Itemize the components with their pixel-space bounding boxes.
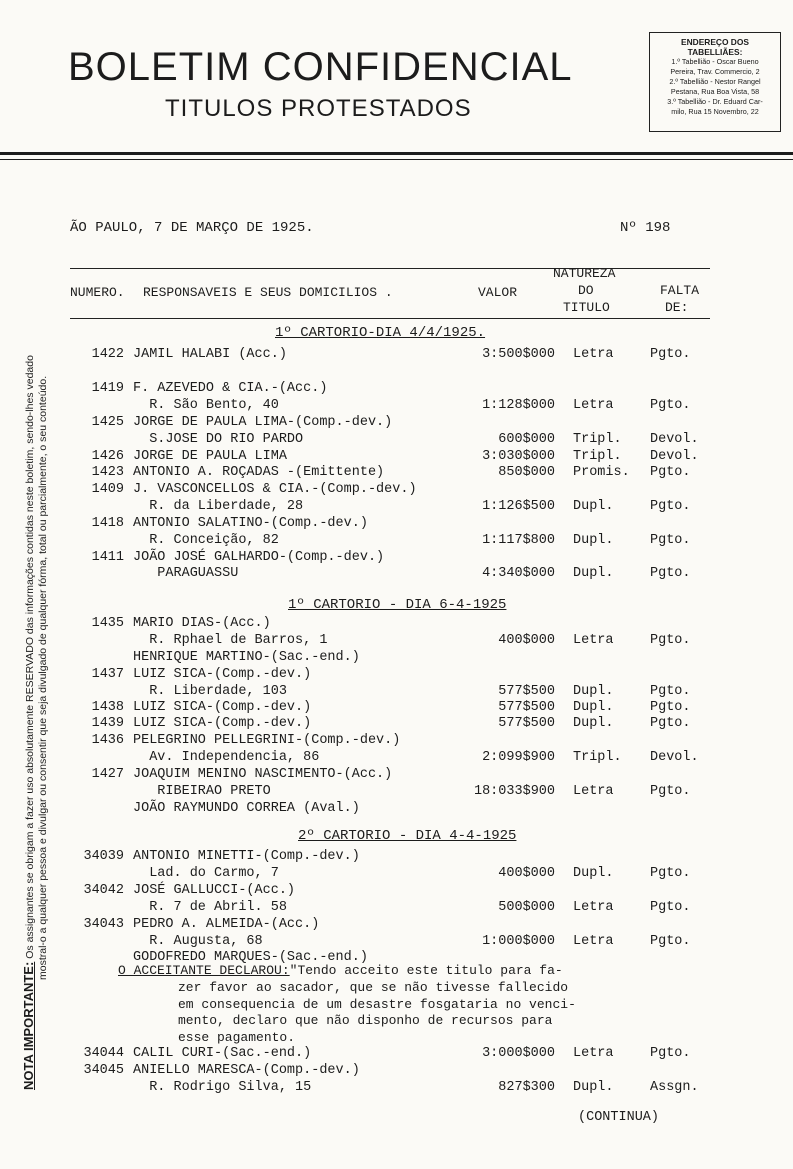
row-falta: Pgto. — [650, 1046, 691, 1061]
row-valor: 3:500$000 — [482, 347, 555, 362]
row-valor: 2:099$900 — [482, 750, 555, 765]
row-valor: 3:030$000 — [482, 449, 555, 464]
row-valor: 1:117$800 — [482, 533, 555, 548]
row-valor: 600$000 — [498, 432, 555, 447]
side-note-text-2: mostral-o a qualquer pessoa e divulgar ou consentir que seja divulgado de qualquer fórma, total ou parcialmente, o seu conteúdo. — [37, 375, 49, 980]
address-heading: ENDEREÇO DOS TABELLIÃES: — [681, 37, 749, 57]
row-number: 1411 — [91, 550, 124, 565]
row-valor: 4:340$000 — [482, 566, 555, 581]
row-natureza: Letra — [573, 398, 614, 413]
row-responsavel: R. 7 de Abril. 58 — [133, 900, 287, 915]
row-responsavel: MARIO DIAS-(Acc.) — [133, 616, 271, 631]
row-responsavel: JAMIL HALABI (Acc.) — [133, 347, 287, 362]
row-responsavel: JORGE DE PAULA LIMA-(Comp.-dev.) — [133, 415, 393, 430]
address-line: Pestana, Rua Boa Vista, 58 — [670, 87, 760, 96]
row-natureza: Dupl. — [573, 716, 614, 731]
col-natureza-1: NATUREZA — [553, 266, 616, 281]
row-number: 34044 — [83, 1046, 124, 1061]
declaration-line: em consequencia de um desastre fosgataria no venci- — [178, 997, 576, 1012]
row-responsavel: JOÃO JOSÉ GALHARDO-(Comp.-dev.) — [133, 550, 385, 565]
row-responsavel: JOAQUIM MENINO NASCIMENTO-(Acc.) — [133, 767, 393, 782]
row-responsavel: ANTONIO MINETTI-(Comp.-dev.) — [133, 849, 360, 864]
row-responsavel: HENRIQUE MARTINO-(Sac.-end.) — [133, 650, 360, 665]
col-valor: VALOR — [478, 285, 518, 300]
declaration-first-line — [118, 963, 563, 978]
declaration-line: mento, declaro que não disponho de recursos para — [178, 1013, 553, 1028]
declaration-line: "Tendo acceito este titulo para fa- — [289, 963, 563, 978]
row-falta: Devol. — [650, 449, 699, 464]
row-number: 1436 — [91, 733, 124, 748]
header-rule-thick — [0, 152, 793, 155]
row-responsavel: GODOFREDO MARQUES-(Sac.-end.) — [133, 950, 368, 965]
row-valor: 577$500 — [498, 700, 555, 715]
declaration-label: O ACCEITANTE DECLAROU: — [118, 963, 290, 978]
row-natureza: Tripl. — [573, 432, 622, 447]
row-responsavel: LUIZ SICA-(Comp.-dev.) — [133, 667, 312, 682]
row-number: 34042 — [83, 883, 124, 898]
row-responsavel: J. VASCONCELLOS & CIA.-(Comp.-dev.) — [133, 482, 417, 497]
row-number: 34043 — [83, 917, 124, 932]
row-falta: Pgto. — [650, 533, 691, 548]
row-number: 1409 — [91, 482, 124, 497]
row-valor: 1:128$000 — [482, 398, 555, 413]
row-responsavel: R. Rodrigo Silva, 15 — [133, 1080, 312, 1095]
declaration-line: zer favor ao sacador, que se não tivesse fallecido — [178, 980, 569, 995]
bulletin-subtitle: TITULOS PROTESTADOS — [165, 95, 472, 122]
table-header-rule — [70, 318, 710, 319]
row-responsavel: R. São Bento, 40 — [133, 398, 279, 413]
row-number: 34045 — [83, 1063, 124, 1078]
row-number: 1423 — [91, 465, 124, 480]
row-natureza: Dupl. — [573, 700, 614, 715]
row-responsavel: JOSÉ GALLUCCI-(Acc.) — [133, 883, 296, 898]
section-title: 1º CARTORIO-DIA 4/4/1925. — [275, 325, 486, 341]
row-falta: Pgto. — [650, 700, 691, 715]
address-line: 3.º Tabellião - Dr. Eduard Car- — [667, 97, 763, 106]
row-valor: 577$500 — [498, 684, 555, 699]
row-falta: Pgto. — [650, 347, 691, 362]
row-valor: 1:000$000 — [482, 934, 555, 949]
dateline: ÃO PAULO, 7 DE MARÇO DE 1925. — [70, 220, 314, 236]
address-line: Pereira, Trav. Commercio, 2 — [670, 67, 760, 76]
side-note-text-1: Os assignantes se obrigam a fazer uso absolutamente RESERVADO das informações contidas neste boletim, sendo-lhes vedado — [24, 355, 36, 959]
row-number: 1435 — [91, 616, 124, 631]
row-number: 1437 — [91, 667, 124, 682]
row-responsavel: LUIZ SICA-(Comp.-dev.) — [133, 700, 312, 715]
row-responsavel: ANIELLO MARESCA-(Comp.-dev.) — [133, 1063, 360, 1078]
col-natureza-3: TITULO — [563, 300, 610, 315]
bulletin-title: BOLETIM CONFIDENCIAL — [68, 45, 573, 89]
continua-note: (CONTINUA) — [578, 1110, 660, 1125]
col-falta-2: DE: — [665, 300, 689, 315]
row-responsavel: PELEGRINO PELLEGRINI-(Comp.-dev.) — [133, 733, 401, 748]
row-responsavel: ANTONIO A. ROÇADAS -(Emittente) — [133, 465, 385, 480]
row-responsavel: S.JOSE DO RIO PARDO — [133, 432, 304, 447]
section-title: 2º CARTORIO - DIA 4-4-1925 — [298, 828, 517, 844]
address-line: 1.º Tabellião - Oscar Bueno — [671, 57, 759, 66]
row-number: 34039 — [83, 849, 124, 864]
row-valor: 577$500 — [498, 716, 555, 731]
row-number: 1422 — [91, 347, 124, 362]
col-natureza-2: DO — [578, 283, 594, 298]
row-responsavel: R. Rphael de Barros, 1 — [133, 633, 328, 648]
row-valor: 400$000 — [498, 633, 555, 648]
row-falta: Pgto. — [650, 900, 691, 915]
row-falta: Pgto. — [650, 398, 691, 413]
row-natureza: Dupl. — [573, 499, 614, 514]
row-responsavel: CALIL CURI-(Sac.-end.) — [133, 1046, 312, 1061]
row-responsavel: Av. Independencia, 86 — [133, 750, 320, 765]
row-natureza: Dupl. — [573, 866, 614, 881]
row-number: 1419 — [91, 381, 124, 396]
side-note-label: NOTA IMPORTANTE: — [21, 961, 36, 1090]
row-natureza: Tripl. — [573, 449, 622, 464]
row-natureza: Dupl. — [573, 684, 614, 699]
col-numero: NUMERO. — [70, 285, 125, 300]
row-responsavel: JORGE DE PAULA LIMA — [133, 449, 287, 464]
row-number: 1425 — [91, 415, 124, 430]
row-valor: 827$300 — [498, 1080, 555, 1095]
row-falta: Pgto. — [650, 633, 691, 648]
row-falta: Pgto. — [650, 784, 691, 799]
row-falta: Devol. — [650, 432, 699, 447]
row-falta: Devol. — [650, 750, 699, 765]
row-valor: 850$000 — [498, 465, 555, 480]
address-line: 2.º Tabellião - Nestor Rangel — [669, 77, 761, 86]
row-responsavel: RIBEIRAO PRETO — [133, 784, 271, 799]
row-responsavel: ANTONIO SALATINO-(Comp.-dev.) — [133, 516, 368, 531]
row-natureza: Letra — [573, 1046, 614, 1061]
row-number: 1438 — [91, 700, 124, 715]
row-responsavel: JOÃO RAYMUNDO CORREA (Aval.) — [133, 801, 360, 816]
row-responsavel: R. Liberdade, 103 — [133, 684, 287, 699]
row-responsavel: Lad. do Carmo, 7 — [133, 866, 279, 881]
row-natureza: Letra — [573, 347, 614, 362]
row-falta: Pgto. — [650, 566, 691, 581]
row-number: 1427 — [91, 767, 124, 782]
row-natureza: Letra — [573, 934, 614, 949]
row-falta: Pgto. — [650, 499, 691, 514]
row-natureza: Promis. — [573, 465, 630, 480]
address-line: milo, Rua 15 Novembro, 22 — [671, 107, 759, 116]
row-falta: Pgto. — [650, 716, 691, 731]
row-valor: 400$000 — [498, 866, 555, 881]
row-number: 1418 — [91, 516, 124, 531]
row-responsavel: R. da Liberdade, 28 — [133, 499, 304, 514]
row-natureza: Dupl. — [573, 566, 614, 581]
col-responsaveis: RESPONSAVEIS E SEUS DOMICILIOS . — [143, 285, 393, 300]
row-natureza: Letra — [573, 784, 614, 799]
row-natureza: Letra — [573, 900, 614, 915]
row-falta: Pgto. — [650, 866, 691, 881]
row-responsavel: PEDRO A. ALMEIDA-(Acc.) — [133, 917, 320, 932]
row-natureza: Dupl. — [573, 1080, 614, 1095]
header-rule-thin — [0, 159, 793, 160]
row-responsavel: R. Conceição, 82 — [133, 533, 279, 548]
row-responsavel: PARAGUASSU — [133, 566, 239, 581]
col-falta-1: FALTA — [660, 283, 700, 298]
row-falta: Pgto. — [650, 934, 691, 949]
row-valor: 18:033$900 — [473, 784, 555, 799]
row-falta: Pgto. — [650, 465, 691, 480]
row-valor: 500$000 — [498, 900, 555, 915]
address-box — [649, 32, 781, 132]
row-falta: Pgto. — [650, 684, 691, 699]
row-responsavel: F. AZEVEDO & CIA.-(Acc.) — [133, 381, 328, 396]
row-valor: 3:000$000 — [482, 1046, 555, 1061]
row-number: 1439 — [91, 716, 124, 731]
row-natureza: Dupl. — [573, 533, 614, 548]
declaration-line: esse pagamento. — [178, 1030, 296, 1045]
row-valor: 1:126$500 — [482, 499, 555, 514]
section-title: 1º CARTORIO - DIA 6-4-1925 — [288, 597, 507, 613]
row-falta: Assgn. — [650, 1080, 699, 1095]
row-responsavel: LUIZ SICA-(Comp.-dev.) — [133, 716, 312, 731]
row-natureza: Tripl. — [573, 750, 622, 765]
bulletin-number: Nº 198 — [620, 220, 671, 236]
row-natureza: Letra — [573, 633, 614, 648]
row-responsavel: R. Augusta, 68 — [133, 934, 263, 949]
row-number: 1426 — [91, 449, 124, 464]
